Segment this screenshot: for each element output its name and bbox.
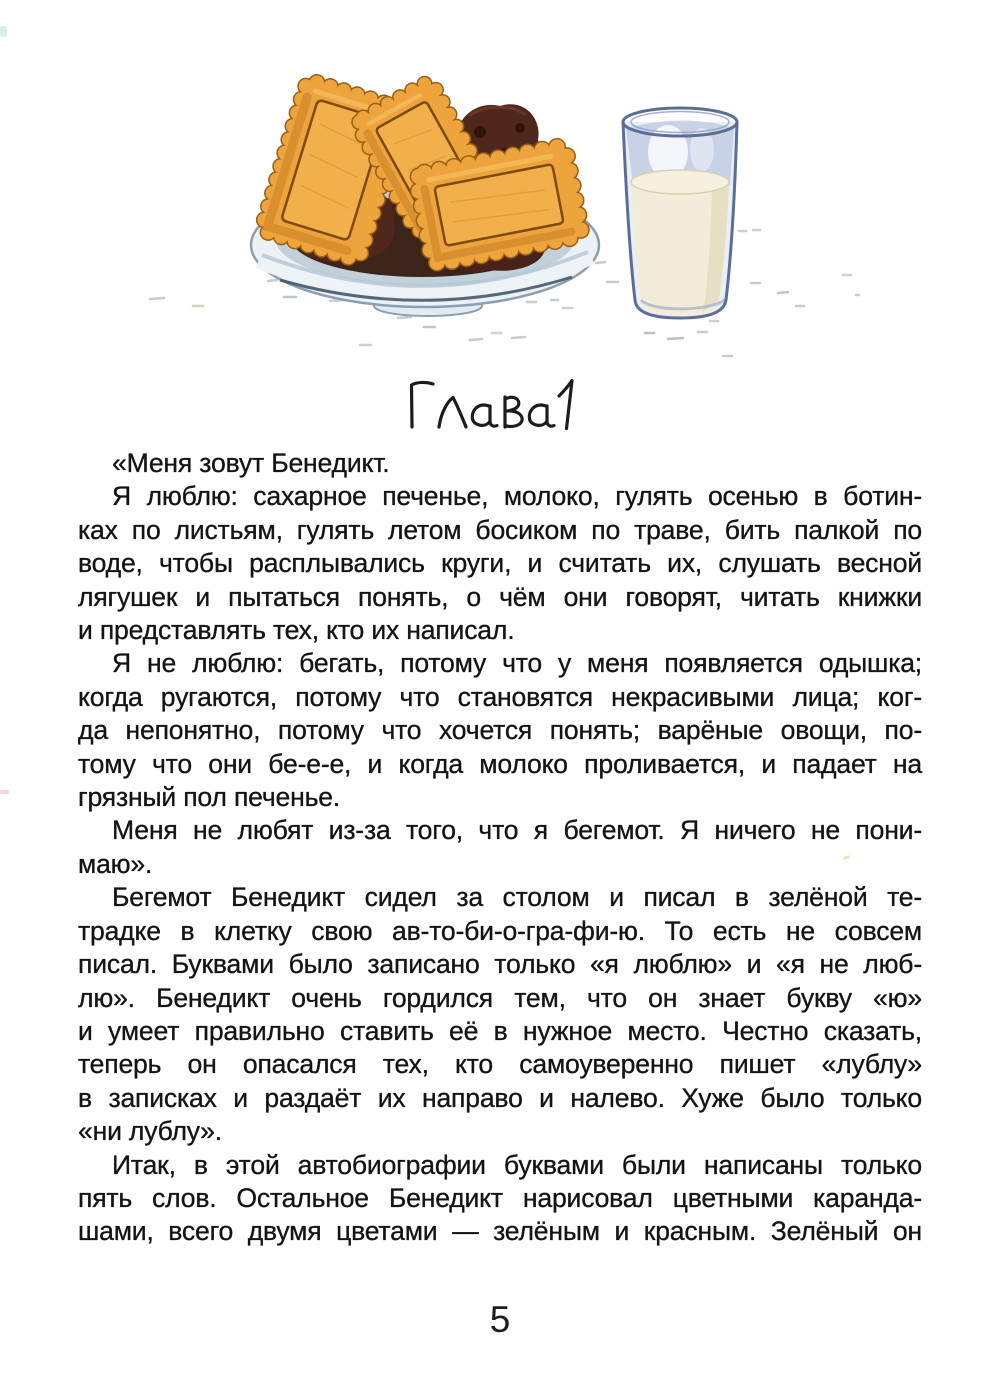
paragraph [78,480,922,647]
letter-l [439,398,466,428]
letter-a1 [472,405,497,426]
chapter-title-handwriting [402,374,582,436]
page-number: 5 [489,1299,511,1340]
paragraph [78,647,922,814]
letter-G [412,382,434,427]
scan-artifact [0,790,9,794]
text-line: Я не люблю: бегать, потому что у меня появляется одышка; [112,648,922,679]
text-line: грязный пол печенье. [78,782,341,813]
text-line: Итак, в этой автобиографии буквами были написаны только [112,1149,922,1180]
letter-v [505,397,522,427]
text-line: лю». Бенедикт очень гордился тем, что он знает букву «ю» [78,982,922,1013]
text-line: тому что они бе-е-е, и когда молоко проливается, и падает на [78,748,922,779]
text-line: «Меня зовут Бенедикт. [112,448,390,478]
cookies-and-milk-illustration [140,55,860,370]
text-line: когда ругаются, потому что становятся некрасивыми лица; ког- [78,681,922,712]
text-line: лягушек и пытаться понять, о чём они говорят, читать книжки [78,581,922,612]
sugar-cookie-right [416,145,583,264]
text-line: шами, всего двумя цветами — зелёным и красным. Зелёный он [78,1216,922,1247]
text-line: пять слов. Остальное Бенедикт нарисовал цветными каранда- [78,1182,922,1213]
text-line: маю». [78,848,153,879]
milk-surface [631,170,729,194]
text-line: Меня не любят из-за того, что я бегемот. Я ничего не пони- [112,815,922,846]
digit-1 [559,381,572,429]
letter-a2 [529,405,554,426]
scan-artifact [0,26,7,37]
text-line: да непонятно, потому что хочется понять; варёные овощи, по- [78,715,922,746]
text-line: «ни лублу». [78,1116,222,1147]
paragraph [78,814,922,881]
paragraph [78,881,922,1148]
paragraph [78,447,922,480]
text-line: Бегемот Бенедикт сидел за столом и писал в зелёной те- [112,882,922,913]
text-line: традке в клетку свою ав-то-би-о-гра-фи-ю. То есть не совсем [78,915,922,946]
text-line: воде, чтобы расплывались круги, и считать их, слушать весной [78,548,922,579]
body-text [78,447,922,1249]
text-line: и умеет правильно ставить её в нужное место. Честно сказать, [78,1015,922,1046]
text-line: и представлять тех, кто их написал. [78,615,515,646]
text-line: Я люблю: сахарное печенье, молоко, гулять осенью в ботин- [112,481,922,512]
text-line: теперь он опасался тех, кто самоуверенно пишет «лублу» [78,1049,922,1080]
text-line: в записках и раздаёт их направо и налево. Хуже было только [78,1082,922,1113]
glass-of-milk [623,108,737,318]
text-line: ках по листьям, гулять летом босиком по траве, бить палкой по [78,514,922,545]
text-line: писал. Буквами было записано только «я люблю» и «я не люб- [78,949,922,980]
paragraph [78,1149,922,1249]
